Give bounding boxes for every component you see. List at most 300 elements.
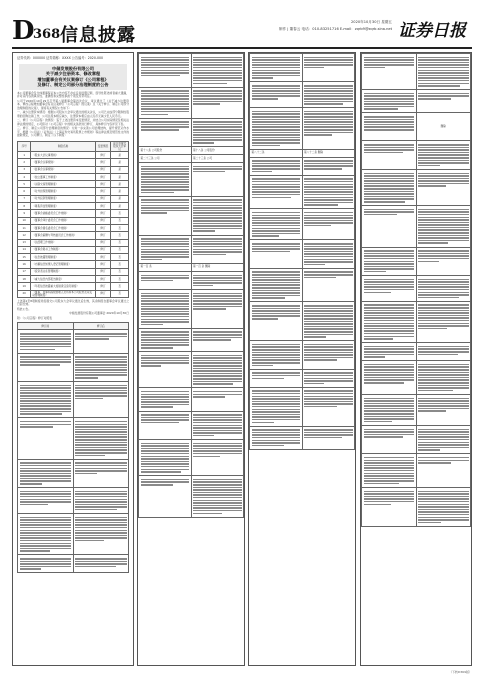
- table-row: [250, 369, 355, 387]
- table-row: [139, 411, 244, 439]
- table-row: [18, 254, 129, 261]
- table-cell: [139, 290, 192, 329]
- table-row: [139, 87, 244, 118]
- table-cell: 否: [111, 268, 129, 275]
- table-cell: [250, 108, 303, 149]
- table-row: [250, 341, 355, 369]
- table-cell: 修订: [95, 232, 111, 239]
- table-cell: [250, 341, 303, 369]
- table-cell: [250, 240, 303, 268]
- table-row: [139, 147, 244, 155]
- table-cell: 《董事会审计委员会工作细则》: [31, 217, 95, 224]
- table-cell: [302, 268, 355, 302]
- table-cell: 否: [111, 261, 129, 268]
- table-cell: 第十八条 公司股份: [139, 147, 192, 155]
- announcement-header: [13, 53, 133, 63]
- table-row: [362, 90, 471, 113]
- table-cell: [139, 476, 192, 517]
- table-cell: [250, 268, 303, 302]
- table-cell: [73, 330, 129, 353]
- column-4: [360, 52, 472, 666]
- table-row: [362, 301, 471, 342]
- table-row: [18, 173, 129, 180]
- table-row: [139, 328, 244, 351]
- table-row: [18, 203, 129, 210]
- table-cell: [191, 271, 244, 289]
- table-cell: 是: [111, 181, 129, 188]
- table-cell: 第一百 条 删除: [191, 263, 244, 271]
- section-title: 信息披露: [60, 25, 136, 46]
- column-2: [137, 52, 245, 666]
- table-row: [139, 290, 244, 329]
- table-cell: [139, 118, 192, 146]
- table-cell: [416, 425, 471, 453]
- table-cell: 否: [111, 254, 129, 261]
- table-row: [362, 454, 471, 488]
- table-cell: [191, 411, 244, 439]
- table-row: [139, 440, 244, 476]
- body-paragraph: 上述第1至8项制度尚需提交公司股东大会审议通过后生效，其余制度自董事会审议通过之日起生效。: [17, 298, 129, 307]
- table-cell: 第十八条 公司股份: [191, 147, 244, 155]
- table-cell: [362, 454, 417, 488]
- table-row: [18, 224, 129, 231]
- table-header-cell: 是否需提交股东大会审议: [111, 141, 129, 151]
- table-row: [18, 353, 129, 381]
- table-cell: 《董事会提名委员会工作细则》: [31, 224, 95, 231]
- table-cell: [73, 459, 129, 487]
- continuation-note: （下转D369版）: [448, 670, 472, 674]
- table-cell: [416, 361, 471, 395]
- table-row: [18, 210, 129, 217]
- table-cell: [416, 343, 471, 361]
- table-row: [139, 235, 244, 263]
- table-cell: [73, 382, 129, 418]
- table-cell: 5: [18, 181, 31, 188]
- table-cell: [302, 82, 355, 108]
- table-row: [18, 217, 129, 224]
- table-row: [250, 426, 355, 449]
- table-cell: [362, 301, 417, 342]
- table-cell: [139, 196, 192, 235]
- table-cell: 13: [18, 239, 31, 246]
- table-row: [250, 108, 355, 149]
- table-cell: [18, 418, 74, 459]
- table-cell: 否: [111, 246, 129, 253]
- table-cell: 否: [111, 217, 129, 224]
- announcement-title-line: 关于减少注册资本、修改章程: [45, 71, 101, 77]
- signature-line: 中储发展股份有限公司董事会 2020年10月30日: [69, 311, 129, 316]
- table-cell: 否: [111, 224, 129, 231]
- table-cell: 7: [18, 195, 31, 202]
- table-cell: [73, 353, 129, 381]
- table-cell: 18: [18, 276, 31, 283]
- table-cell: [302, 369, 355, 387]
- table-cell: 否: [111, 283, 129, 290]
- table-cell: [416, 247, 471, 275]
- table-cell: [139, 388, 192, 411]
- table-row: [18, 459, 129, 487]
- table-cell: [18, 488, 74, 514]
- table-row: [250, 209, 355, 240]
- table-row: [18, 514, 129, 555]
- table-cell: 《募集资金管理制度》: [31, 203, 95, 210]
- table-cell: [362, 206, 417, 247]
- table-row: [362, 488, 471, 527]
- table-row: [250, 149, 355, 157]
- charter-comparison-table-1: [17, 322, 129, 573]
- table-row: [18, 232, 129, 239]
- table-cell: 修订: [95, 195, 111, 202]
- table-cell: 是: [111, 159, 129, 166]
- table-cell: 修订: [95, 224, 111, 231]
- table-row: [18, 283, 129, 290]
- table-cell: [191, 87, 244, 118]
- table-cell: [362, 343, 417, 361]
- newspaper-logo: 证券日报: [398, 21, 466, 41]
- table-row: [362, 425, 471, 453]
- table-cell: [362, 394, 417, 425]
- table-cell: [18, 459, 74, 487]
- table-cell: [73, 418, 129, 459]
- table-row: [250, 157, 355, 175]
- table-cell: [302, 209, 355, 240]
- table-row: [18, 188, 129, 195]
- table-cell: 第八十二条 删除: [302, 149, 355, 157]
- table-row: [362, 275, 471, 301]
- table-cell: 3: [18, 166, 31, 173]
- table-cell: [302, 54, 355, 82]
- table-cell: 《信息披露管理制度》: [31, 254, 95, 261]
- table-cell: [362, 169, 417, 205]
- table-cell: [416, 454, 471, 488]
- table-cell: 《总经理工作细则》: [31, 239, 95, 246]
- table-cell: [250, 82, 303, 108]
- table-row: [139, 388, 244, 411]
- table-cell: [250, 175, 303, 209]
- table-cell: [18, 353, 74, 381]
- table-cell: 修订: [95, 276, 111, 283]
- table-row: [18, 261, 129, 268]
- table-cell: 19: [18, 283, 31, 290]
- table-cell: [139, 440, 192, 476]
- table-cell: 第一百 条: [139, 263, 192, 271]
- table-cell: [302, 240, 355, 268]
- table-cell: [191, 163, 244, 197]
- table-cell: [416, 169, 471, 205]
- table-header-cell: 变更情况: [95, 141, 111, 151]
- table-cell: [250, 369, 303, 387]
- table-cell: [191, 196, 244, 235]
- table-cell: [250, 157, 303, 175]
- table-cell: [302, 302, 355, 341]
- body-paragraph: 一、减少注册资本情况：根据公司股东大会审议通过的相关决议，公司已完成部分限制性股票的回购注销工作，公司总股本相应减少，注册资本相应由人民币元减少至人民币元。: [17, 110, 129, 118]
- table-cell: [416, 90, 471, 113]
- table-row: [18, 488, 129, 514]
- table-row: [362, 54, 471, 90]
- table-row: [139, 476, 244, 517]
- table-cell: [191, 328, 244, 351]
- table-cell: [191, 54, 244, 88]
- table-cell: [191, 352, 244, 388]
- table-row: [18, 151, 129, 158]
- table-header-cell: 制度名称: [31, 141, 95, 151]
- table-row: [139, 54, 244, 88]
- table-cell: [302, 341, 355, 369]
- table-cell: [362, 247, 417, 275]
- table-cell: 12: [18, 232, 31, 239]
- table-cell: [302, 175, 355, 209]
- table-cell: 修订: [95, 188, 111, 195]
- masthead: [12, 18, 472, 46]
- body-paragraph: 二、修订《公司章程》的情况：鉴于上述注册资本变更情况，并结合公司实际情况及相关法律法规的规定，公司拟对《公司章程》中的相关条款进行修订，具体修订内容详见下表。: [17, 118, 129, 126]
- table-cell: 2: [18, 159, 31, 166]
- table-row: [139, 352, 244, 388]
- table-cell: 《董事会战略委员会工作细则》: [31, 210, 95, 217]
- table-cell: 第二十三条 公司: [191, 155, 244, 163]
- announcement-title-line: 及修订、制定公司部分治理制度的公告: [37, 82, 109, 88]
- table-header-cell: 修订前: [18, 323, 74, 330]
- table-row: [18, 418, 129, 459]
- page-letter: D: [12, 16, 35, 46]
- column-3: [248, 52, 356, 666]
- table-cell: [362, 488, 417, 527]
- table-row: [250, 240, 355, 268]
- table-cell: 否: [111, 290, 129, 297]
- table-row: [250, 268, 355, 302]
- table-cell: 20: [18, 290, 31, 297]
- table-row: [18, 195, 129, 202]
- table-cell: [191, 440, 244, 476]
- table-cell: 是: [111, 166, 129, 173]
- table-cell: 6: [18, 188, 31, 195]
- table-cell: 否: [111, 232, 129, 239]
- table-row: [18, 290, 129, 297]
- table-cell: 《董事会薪酬与考核委员会工作细则》: [31, 232, 95, 239]
- table-cell: 《投资者关系管理制度》: [31, 268, 95, 275]
- table-row: [362, 247, 471, 275]
- table-cell: 删除: [416, 113, 471, 141]
- table-cell: 11: [18, 224, 31, 231]
- appendix-caption: 附：《公司章程》修订对照表: [17, 315, 52, 320]
- table-cell: [191, 476, 244, 517]
- table-cell: [416, 206, 471, 247]
- table-cell: [362, 425, 417, 453]
- table-row: [18, 166, 129, 173]
- table-cell: [18, 514, 74, 555]
- table-cell: [139, 87, 192, 118]
- table-cell: [139, 328, 192, 351]
- table-cell: 《股东大会议事规则》: [31, 151, 95, 158]
- table-row: [18, 382, 129, 418]
- table-cell: 《关联交易管理制度》: [31, 181, 95, 188]
- table-row: [18, 239, 129, 246]
- table-cell: [362, 90, 417, 113]
- masthead-rule: [12, 47, 472, 49]
- table-row: [250, 387, 355, 426]
- table-cell: [139, 411, 192, 439]
- body-paragraph: 公司于2020年10月29日召开第八届董事会第四次会议，审议通过了《关于减少注册资本、修改章程增加董事会有关议案修订〈公司章程〉的议案》及《关于修订、制定公司部分治理制度的议案》，现将有关情况公告如下：: [17, 98, 129, 110]
- announcement-code-line: 证券代码：000000 证券简称：XXXX 公告编号：2020-000: [17, 56, 104, 60]
- table-row: [362, 343, 471, 361]
- regulation-list-table: [17, 141, 129, 298]
- table-cell: [250, 209, 303, 240]
- body-paragraph: 本公司董事会及全体董事保证本公告内容不存在任何虚假记载、误导性陈述或者重大遗漏，并对其内容的真实性、准确性和完整性承担个别及连带责任。: [17, 90, 129, 99]
- table-cell: 4: [18, 173, 31, 180]
- table-cell: [73, 555, 129, 573]
- table-cell: [302, 108, 355, 149]
- table-row: [139, 196, 244, 235]
- table-row: [139, 271, 244, 289]
- table-cell: [302, 426, 355, 449]
- table-cell: [139, 235, 192, 263]
- table-cell: [416, 488, 471, 527]
- table-row: [362, 206, 471, 247]
- table-cell: 15: [18, 254, 31, 261]
- table-row: [362, 169, 471, 205]
- table-cell: 《董事会议事规则》: [31, 159, 95, 166]
- table-cell: 10: [18, 217, 31, 224]
- table-cell: 是: [111, 173, 129, 180]
- table-cell: 《对外投资管理制度》: [31, 195, 95, 202]
- table-cell: 《内幕信息知情人登记管理制度》: [31, 261, 95, 268]
- table-cell: 17: [18, 268, 31, 275]
- table-row: [18, 246, 129, 253]
- table-cell: 修订: [95, 217, 111, 224]
- table-cell: [139, 271, 192, 289]
- table-cell: 14: [18, 246, 31, 253]
- table-cell: [302, 387, 355, 426]
- table-cell: [302, 157, 355, 175]
- column-1: [12, 52, 134, 666]
- table-cell: 《独立董事工作制度》: [31, 173, 95, 180]
- table-cell: 是: [111, 195, 129, 202]
- table-cell: 修订: [95, 151, 111, 158]
- table-cell: 8: [18, 203, 31, 210]
- table-cell: 修订: [95, 246, 111, 253]
- table-cell: [416, 275, 471, 301]
- table-cell: [139, 352, 192, 388]
- table-cell: [250, 302, 303, 341]
- dateline: 2020年10月30日 星期五: [351, 20, 392, 24]
- body-paragraph: 三、修订、制定公司部分治理制度的情况：为进一步完善公司治理结构，提升规范运作水平，根据《公司法》《证券法》《上海证券交易所股票上市规则》等法律法规及规范性文件的最新规定，公司修订、制定了以下制度：: [17, 126, 129, 138]
- table-cell: 第八十二条: [250, 149, 303, 157]
- table-cell: [250, 54, 303, 82]
- table-cell: [18, 382, 74, 418]
- table-cell: 修订: [95, 203, 111, 210]
- table-row: [250, 175, 355, 209]
- charter-comparison-table-4: [361, 53, 471, 527]
- table-cell: 修订: [95, 261, 111, 268]
- table-cell: 修订: [95, 173, 111, 180]
- table-header-row: [18, 141, 129, 151]
- table-cell: 《对外担保管理制度》: [31, 188, 95, 195]
- table-cell: [250, 387, 303, 426]
- table-cell: 《年报信息披露重大差错责任追究制度》: [31, 283, 95, 290]
- table-cell: 修订: [95, 268, 111, 275]
- table-cell: [139, 163, 192, 197]
- table-cell: 《董事、监事和高级管理人员所持本公司股份及其变动管理制度》: [31, 290, 95, 297]
- table-cell: 《监事会议事规则》: [31, 166, 95, 173]
- table-cell: [250, 426, 303, 449]
- table-header-cell: 序号: [18, 141, 31, 151]
- table-cell: [416, 394, 471, 425]
- body-paragraph: 特此公告。: [17, 306, 31, 311]
- table-cell: [73, 514, 129, 555]
- announcement-title: [19, 64, 127, 90]
- table-cell: 《董事会秘书工作制度》: [31, 246, 95, 253]
- announcement-title-line: 增加董事会有关议案修订《公司章程》: [37, 76, 109, 82]
- page-number: 368: [33, 27, 61, 42]
- table-cell: [73, 488, 129, 514]
- table-row: [18, 181, 129, 188]
- table-row: [18, 159, 129, 166]
- table-row: [18, 268, 129, 275]
- table-row: [18, 276, 129, 283]
- table-cell: 修订: [95, 254, 111, 261]
- table-row: [139, 163, 244, 197]
- table-row: [139, 155, 244, 163]
- table-cell: [191, 290, 244, 329]
- table-cell: [362, 54, 417, 90]
- table-cell: 是: [111, 203, 129, 210]
- table-cell: 否: [111, 210, 129, 217]
- table-row: [362, 361, 471, 395]
- table-row: [250, 302, 355, 341]
- table-cell: 是: [111, 151, 129, 158]
- table-cell: [416, 54, 471, 90]
- table-cell: [362, 113, 417, 141]
- table-cell: 修订: [95, 283, 111, 290]
- table-cell: [191, 118, 244, 146]
- table-cell: [191, 388, 244, 411]
- table-row: [250, 54, 355, 82]
- editor-line: 制作 | 董春云 电话：010-83251716 E-mail：zqrb9@zqrb.sina.net: [278, 27, 392, 31]
- table-cell: 修订: [95, 239, 111, 246]
- table-cell: 1: [18, 151, 31, 158]
- table-cell: [416, 301, 471, 342]
- table-cell: [18, 330, 74, 353]
- table-cell: [18, 555, 74, 573]
- table-cell: [139, 54, 192, 88]
- announcement-company: 中储发展股份有限公司: [52, 65, 94, 71]
- charter-comparison-table-3: [249, 53, 355, 450]
- table-cell: 修订: [95, 166, 111, 173]
- table-row: [362, 141, 471, 169]
- charter-comparison-table-2: [138, 53, 244, 518]
- table-cell: [362, 275, 417, 301]
- table-cell: 修订: [95, 290, 111, 297]
- table-cell: [191, 235, 244, 263]
- table-cell: 《重大信息内部报告制度》: [31, 276, 95, 283]
- table-row: [18, 330, 129, 353]
- table-row: [250, 82, 355, 108]
- table-row: [139, 263, 244, 271]
- table-cell: 修订: [95, 159, 111, 166]
- table-cell: 9: [18, 210, 31, 217]
- table-header-row: [18, 323, 129, 330]
- table-cell: 修订: [95, 210, 111, 217]
- table-cell: [416, 141, 471, 169]
- table-row: [362, 113, 471, 141]
- table-row: [139, 118, 244, 146]
- table-cell: [362, 361, 417, 395]
- table-cell: [362, 141, 417, 169]
- table-row: [362, 394, 471, 425]
- table-cell: 16: [18, 261, 31, 268]
- table-cell: 是: [111, 188, 129, 195]
- table-row: [18, 555, 129, 573]
- table-cell: 否: [111, 276, 129, 283]
